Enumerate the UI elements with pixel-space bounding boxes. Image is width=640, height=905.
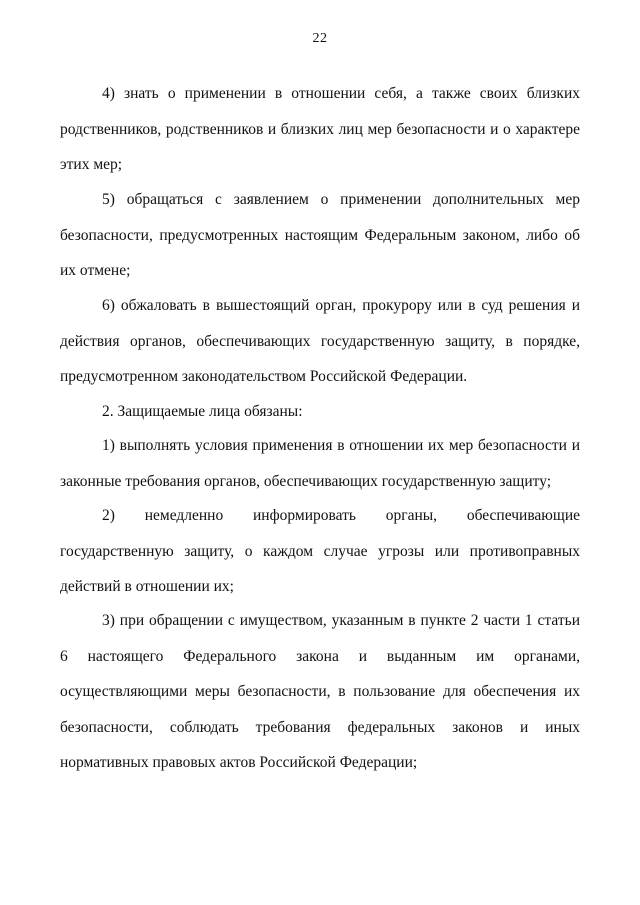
paragraph-duty-3: 3) при обращении с имуществом, указанным в пункте 2 части 1 статьи 6 настоящего Федерального закона и выданным им органами, осуществляющими меры безопасности, в пользование для обеспечения их безопасности, соблюдать требования федеральных законов и иных нормативных правовых актов Российской Федерации; [60, 612, 580, 771]
paragraph-duty-2: 2) немедленно информировать органы, обеспечивающие государственную защиту, о каждом случае угрозы или противоправных действий в отношении их; [60, 507, 580, 595]
paragraph-item-5: 5) обращаться с заявлением о применении дополнительных мер безопасности, предусмотренных настоящим Федеральным законом, либо об их отмене; [60, 191, 580, 279]
paragraph-item-4: 4) знать о применении в отношении себя, а также своих близких родственников, родственников и близких лиц мер безопасности и о характере этих мер; [60, 85, 580, 173]
paragraph-section-2-heading: 2. Защищаемые лица обязаны: [102, 403, 303, 420]
page-number: 22 [312, 31, 328, 46]
paragraph-duty-1: 1) выполнять условия применения в отношении их мер безопасности и законные требования органов, обеспечивающих государственную защиту; [60, 437, 580, 490]
paragraph-item-6: 6) обжаловать в вышестоящий орган, прокурору или в суд решения и действия органов, обеспечивающих государственную защиту, в порядке, предусмотренном законодательством Российской Федерации. [60, 297, 580, 385]
